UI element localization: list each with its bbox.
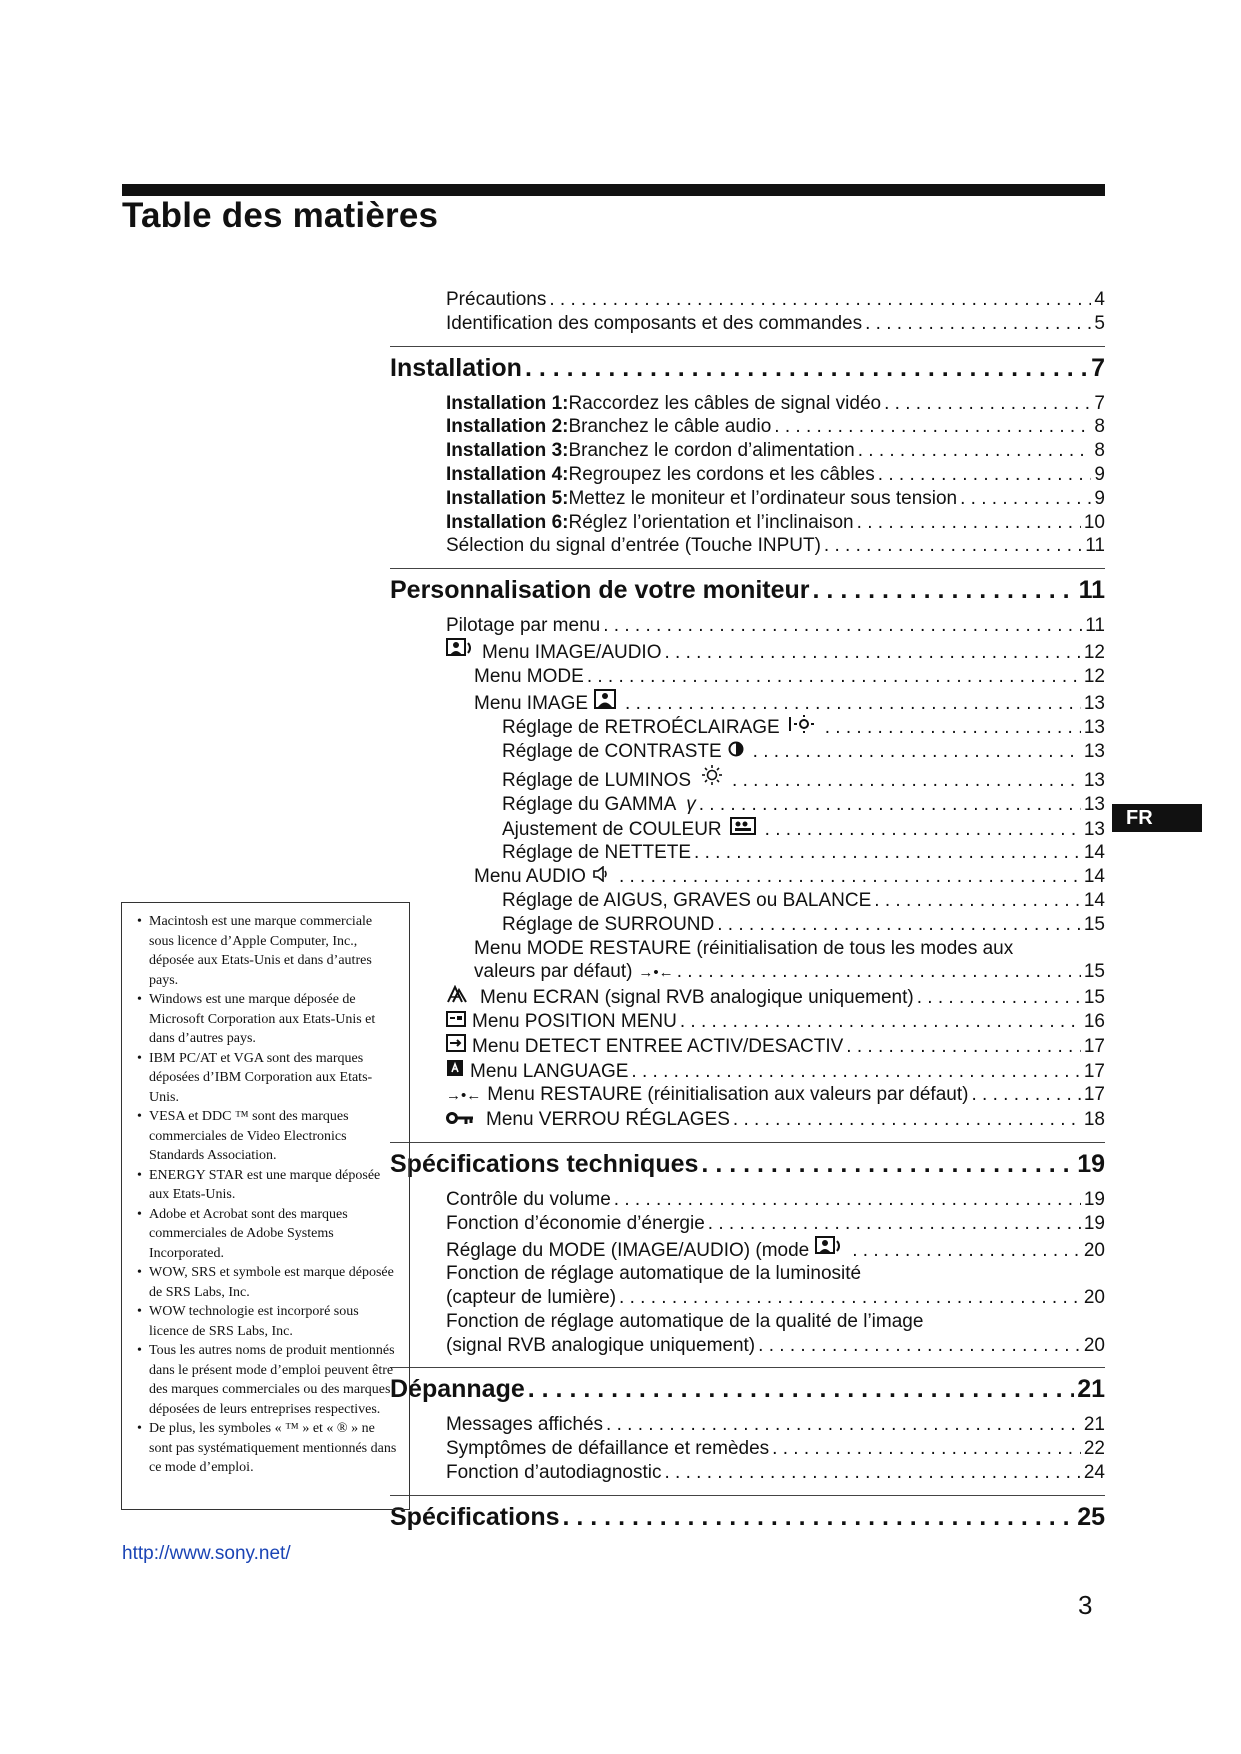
- note-item: • IBM PC/AT et VGA sont des marques déposées d’IBM Corporation aux Etats-Unis.: [134, 1049, 399, 1108]
- page-title: Table des matières: [122, 196, 439, 235]
- toc-entry-menu-image[interactable]: Menu IMAGE . . . 13: [390, 689, 1105, 716]
- note-item: • Adobe et Acrobat sont des marques commerciales de Adobe Systems Incorporated.: [134, 1205, 399, 1264]
- section-installation: [390, 346, 1105, 559]
- gamma-icon: γ: [686, 793, 696, 815]
- toc-entry-installation-3[interactable]: Installation 3: Branchez le cordon d’alimentation . . . 8: [390, 439, 1105, 463]
- toc-entry-gamma[interactable]: Réglage du GAMMA γ . . . 13: [390, 793, 1105, 817]
- backlight-icon: [788, 715, 816, 733]
- toc-entry-mode-restaure[interactable]: valeurs par défaut) →•← . . . 15: [390, 960, 1105, 985]
- toc-entry-economie[interactable]: Fonction d’économie d’énergie . . . 19: [390, 1212, 1105, 1236]
- brightness-icon: [701, 764, 723, 786]
- toc-entry-luminos[interactable]: Réglage de LUMINOS . . . 13: [390, 764, 1105, 793]
- picture-sound-icon: [815, 1236, 843, 1256]
- toc-entry-retroeclairage[interactable]: Réglage de RETROÉCLAIRAGE . . . 13: [390, 715, 1105, 740]
- toc-entry-aigus[interactable]: Réglage de AIGUS, GRAVES ou BALANCE . . . 14: [390, 889, 1105, 913]
- title-rule: [122, 184, 1105, 196]
- section-heading-specifications[interactable]: Spécifications . . . 25: [390, 1500, 1105, 1534]
- toc-entry-installation-6[interactable]: Installation 6: Réglez l’orientation et l’inclinaison . . . 10: [390, 511, 1105, 535]
- toc-entry-volume[interactable]: Contrôle du volume . . . 19: [390, 1188, 1105, 1212]
- toc-entry-surround[interactable]: Réglage de SURROUND . . . 15: [390, 913, 1105, 937]
- toc-entry-menu-mode[interactable]: Menu MODE . . . 12: [390, 665, 1105, 689]
- sony-url-link[interactable]: http://www.sony.net/: [122, 1543, 291, 1564]
- language-icon: [446, 1059, 464, 1077]
- toc-entry-input-selection[interactable]: Sélection du signal d’entrée (Touche INPUT) . . . 11: [390, 534, 1105, 558]
- toc-entry-installation-1[interactable]: Installation 1: Raccordez les câbles de signal vidéo . . . 7: [390, 392, 1105, 416]
- screen-icon: [446, 985, 468, 1003]
- toc-entry-identification[interactable]: Identification des composants et des commandes . . . 5: [446, 312, 1105, 336]
- reset-icon: →•←: [446, 1087, 482, 1105]
- toc-entry-reglage-mode[interactable]: Réglage du MODE (IMAGE/AUDIO) (mode . . . 20: [390, 1236, 1105, 1263]
- toc-entry-auto-image[interactable]: (signal RVB analogique uniquement) . . . 20: [390, 1334, 1105, 1358]
- section-heading-personnalisation[interactable]: Personnalisation de votre moniteur . . . 11: [390, 573, 1105, 607]
- contrast-icon: [728, 741, 744, 757]
- note-item: • WOW, SRS et symbole est marque déposée de SRS Labs, Inc.: [134, 1263, 399, 1302]
- toc-entry-menu-audio[interactable]: Menu AUDIO . . . 14: [390, 865, 1105, 889]
- reset-icon: →•←: [638, 964, 674, 982]
- toc-entry-messages[interactable]: Messages affichés . . . 21: [390, 1413, 1105, 1437]
- toc-entry-installation-5[interactable]: Installation 5: Mettez le moniteur et l’ordinateur sous tension . . . 9: [390, 487, 1105, 511]
- section-heading-specifications-techniques[interactable]: Spécifications techniques . . . 19: [390, 1147, 1105, 1181]
- toc-entry-restaure[interactable]: →•← Menu RESTAURE (réinitialisation aux valeurs par défaut) . . . 17: [390, 1083, 1105, 1108]
- toc-entry-language[interactable]: Menu LANGUAGE . . . 17: [390, 1059, 1105, 1084]
- section-depannage: [390, 1367, 1105, 1484]
- picture-icon: [594, 689, 616, 709]
- toc-entry-precautions[interactable]: Précautions . . . 4: [446, 288, 1105, 312]
- section-specifications-techniques: [390, 1142, 1105, 1358]
- toc-entry-image-audio[interactable]: Menu IMAGE/AUDIO . . . 12: [390, 638, 1105, 665]
- note-item: • WOW technologie est incorporé sous licence de SRS Labs, Inc.: [134, 1302, 399, 1341]
- menu-position-icon: [446, 1011, 466, 1027]
- toc-entry-position[interactable]: Menu POSITION MENU . . . 16: [390, 1010, 1105, 1034]
- toc-entry-auto-luminosite[interactable]: (capteur de lumière) . . . 20: [390, 1286, 1105, 1310]
- toc-entry-auto-image-line1[interactable]: Fonction de réglage automatique de la qualité de l’image: [446, 1310, 924, 1332]
- toc-entry-verrou[interactable]: Menu VERROU RÉGLAGES . . . 18: [390, 1108, 1105, 1132]
- note-item: • ENERGY STAR est une marque déposée aux Etats-Unis.: [134, 1166, 399, 1205]
- toc-entry-installation-2[interactable]: Installation 2: Branchez le câble audio . . . 8: [390, 415, 1105, 439]
- toc-entry-pilotage[interactable]: Pilotage par menu . . . 11: [390, 614, 1105, 638]
- color-icon: [730, 817, 756, 835]
- input-detect-icon: [446, 1034, 466, 1052]
- toc-entry-auto-luminosite-line1[interactable]: Fonction de réglage automatique de la luminosité: [446, 1263, 862, 1285]
- section-specifications: [390, 1495, 1105, 1534]
- page-number: 3: [1078, 1590, 1093, 1620]
- toc-entry-nettete[interactable]: Réglage de NETTETE . . . 14: [390, 841, 1105, 865]
- toc-entry-detect[interactable]: Menu DETECT ENTREE ACTIV/DESACTIV . . . 17: [390, 1034, 1105, 1059]
- toc-entry-symptomes[interactable]: Symptômes de défaillance et remèdes . . . 22: [390, 1437, 1105, 1461]
- language-tab-fr: FR: [1112, 804, 1202, 832]
- toc-entry-mode-restaure-line1[interactable]: Menu MODE RESTAURE (réinitialisation de tous les modes aux: [474, 937, 1014, 959]
- picture-sound-icon: [446, 638, 476, 658]
- speaker-icon: [592, 866, 610, 882]
- section-personnalisation: [390, 568, 1105, 1132]
- note-item: • VESA et DDC ™ sont des marques commerciales de Video Electronics Standards Association.: [134, 1107, 399, 1166]
- note-item: • Windows est une marque déposée de Microsoft Corporation aux Etats-Unis et dans d’autres pays.: [134, 990, 399, 1049]
- toc-entry-couleur[interactable]: Ajustement de COULEUR . . . 13: [390, 817, 1105, 842]
- section-heading-installation[interactable]: Installation . . . 7: [390, 351, 1105, 385]
- toc-entry-autodiagnostic[interactable]: Fonction d’autodiagnostic . . . 24: [390, 1461, 1105, 1485]
- toc-entry-installation-4[interactable]: Installation 4: Regroupez les cordons et les câbles . . . 9: [390, 463, 1105, 487]
- toc-entry-ecran[interactable]: Menu ECRAN (signal RVB analogique uniquement) . . . 15: [390, 985, 1105, 1010]
- note-item: • Tous les autres noms de produit mentionnés dans le présent mode d’emploi peuvent être des marques commerciales ou des marques déposées de leurs entreprises respectives.: [134, 1341, 399, 1419]
- toc-entry-contraste[interactable]: Réglage de CONTRASTE . . . 13: [390, 740, 1105, 764]
- key-icon: [446, 1111, 474, 1125]
- table-of-contents: [390, 288, 1105, 1541]
- note-item: • Macintosh est une marque commerciale sous licence d’Apple Computer, Inc., déposée aux Etats-Unis et dans d’autres pays.: [134, 912, 399, 990]
- section-heading-depannage[interactable]: Dépannage . . . 21: [390, 1372, 1105, 1406]
- note-item: • De plus, les symboles « ™ » et « ® » ne sont pas systématiquement mentionnés dans ce mode d’emploi.: [134, 1419, 399, 1478]
- trademark-notes: [121, 902, 410, 1510]
